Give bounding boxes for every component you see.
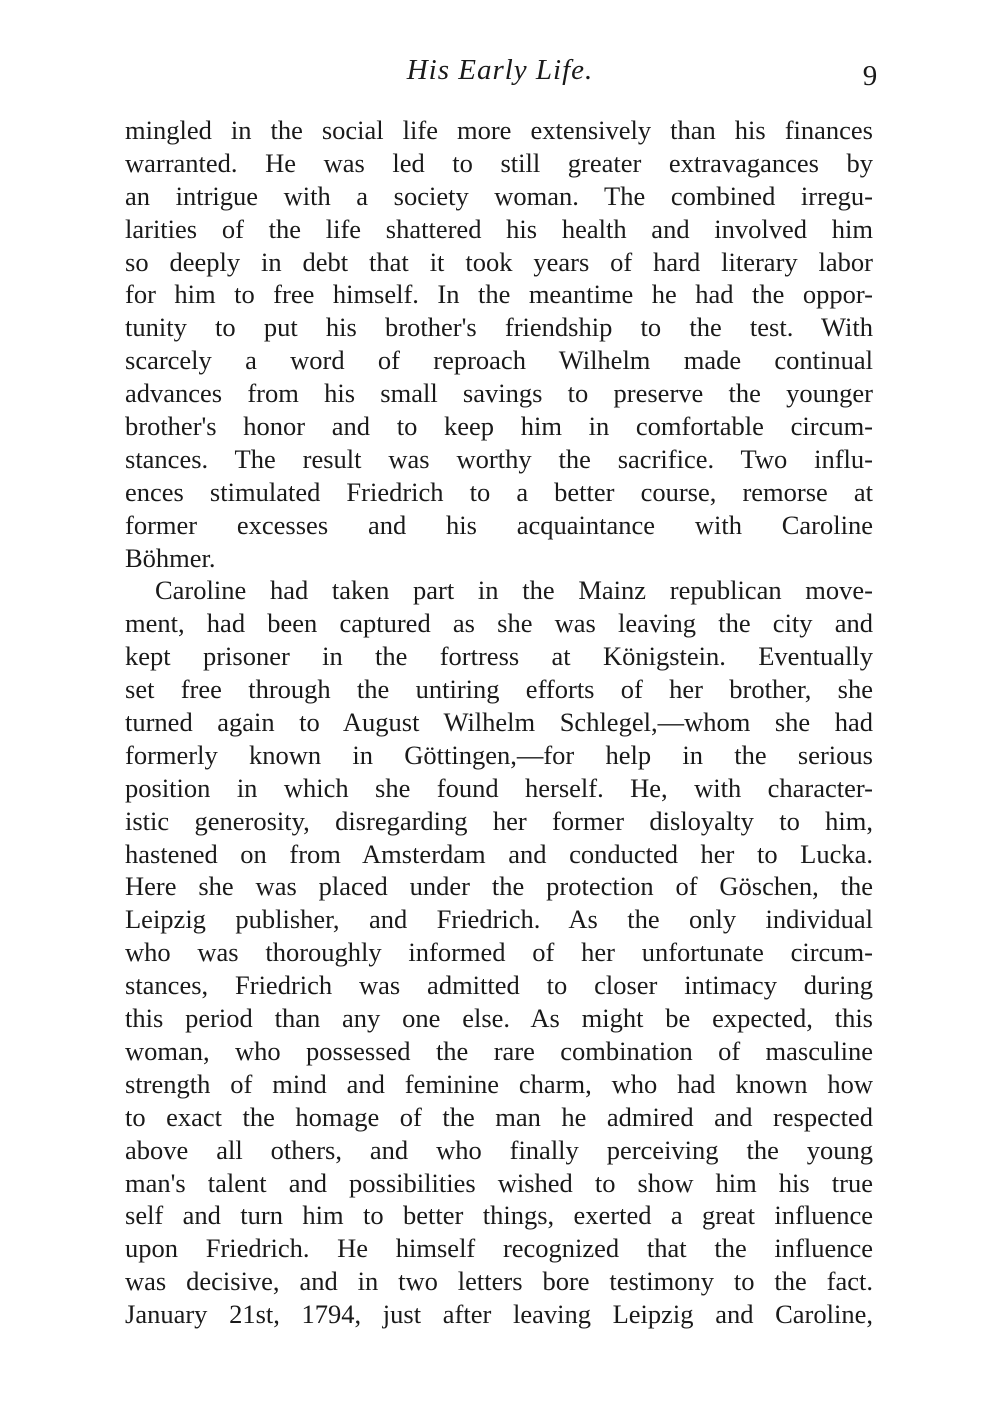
text-line: this period than any one else. As might be expected, this bbox=[125, 1003, 873, 1034]
text-line: formerly known in Göttingen,—for help in the serious bbox=[125, 739, 873, 770]
text-line: hastened on from Amsterdam and conducted her to Lucka. bbox=[125, 838, 873, 869]
text-line: mingled in the social life more extensively than his finances bbox=[125, 115, 873, 145]
text-line: ences stimulated Friedrich to a better course, remorse at bbox=[125, 476, 873, 507]
text-line: tunity to put his brother's friendship to the test. With bbox=[125, 312, 873, 343]
text-line: was decisive, and in two letters bore testimony to the fact. bbox=[125, 1266, 873, 1297]
text-line: larities of the life shattered his health and involved him bbox=[125, 213, 873, 244]
text-line: Caroline had taken part in the Mainz republican move- bbox=[155, 575, 873, 606]
text-line: istic generosity, disregarding her former disloyalty to him, bbox=[125, 805, 873, 836]
running-title: His Early Life. bbox=[406, 54, 594, 86]
text-line: kept prisoner in the fortress at Königstein. Eventually bbox=[125, 641, 873, 672]
text-line: scarcely a word of reproach Wilhelm made continual bbox=[125, 345, 873, 376]
text-line: to exact the homage of the man he admired and respected bbox=[125, 1101, 873, 1132]
text-line: so deeply in debt that it took years of hard literary labor bbox=[125, 246, 873, 277]
text-line: who was thoroughly informed of her unfortunate circum- bbox=[125, 937, 873, 968]
text-line: former excesses and his acquaintance with Caroline bbox=[125, 509, 873, 540]
text-line: turned again to August Wilhelm Schlegel,—whom she had bbox=[125, 707, 873, 738]
text-line: warranted. He was led to still greater extravagances by bbox=[125, 147, 873, 178]
text-line: advances from his small savings to preserve the younger bbox=[125, 378, 873, 409]
text-line: above all others, and who finally perceiving the young bbox=[125, 1134, 873, 1165]
text-line: set free through the untiring efforts of her brother, she bbox=[125, 674, 873, 705]
text-line: January 21st, 1794, just after leaving Leipzig and Caroline, bbox=[125, 1299, 873, 1330]
text-line: position in which she found herself. He, with character- bbox=[125, 772, 873, 803]
text-line: stances, Friedrich was admitted to closer intimacy during bbox=[125, 970, 873, 1001]
text-line: brother's honor and to keep him in comfortable circum- bbox=[125, 411, 873, 442]
body-text bbox=[125, 114, 873, 1331]
text-line: strength of mind and feminine charm, who had known how bbox=[125, 1068, 873, 1099]
text-line: an intrigue with a society woman. The combined irregu- bbox=[125, 180, 873, 211]
text-line: Böhmer. bbox=[125, 542, 216, 573]
text-line: Here she was placed under the protection of Göschen, the bbox=[125, 871, 873, 902]
text-line: woman, who possessed the rare combination of masculine bbox=[125, 1035, 873, 1066]
page-number: 9 bbox=[862, 60, 878, 92]
text-line: upon Friedrich. He himself recognized that the influence bbox=[125, 1233, 873, 1264]
text-line: stances. The result was worthy the sacrifice. Two influ- bbox=[125, 443, 873, 474]
text-line: man's talent and possibilities wished to show him his true bbox=[125, 1167, 873, 1198]
paragraph-1 bbox=[125, 114, 873, 574]
running-head bbox=[0, 50, 1000, 90]
text-line: Leipzig publisher, and Friedrich. As the only individual bbox=[125, 904, 873, 935]
text-line: for him to free himself. In the meantime he had the oppor- bbox=[125, 279, 873, 310]
paragraph-2 bbox=[125, 574, 873, 1330]
text-line: self and turn him to better things, exerted a great influence bbox=[125, 1200, 873, 1231]
text-line: ment, had been captured as she was leaving the city and bbox=[125, 608, 873, 639]
